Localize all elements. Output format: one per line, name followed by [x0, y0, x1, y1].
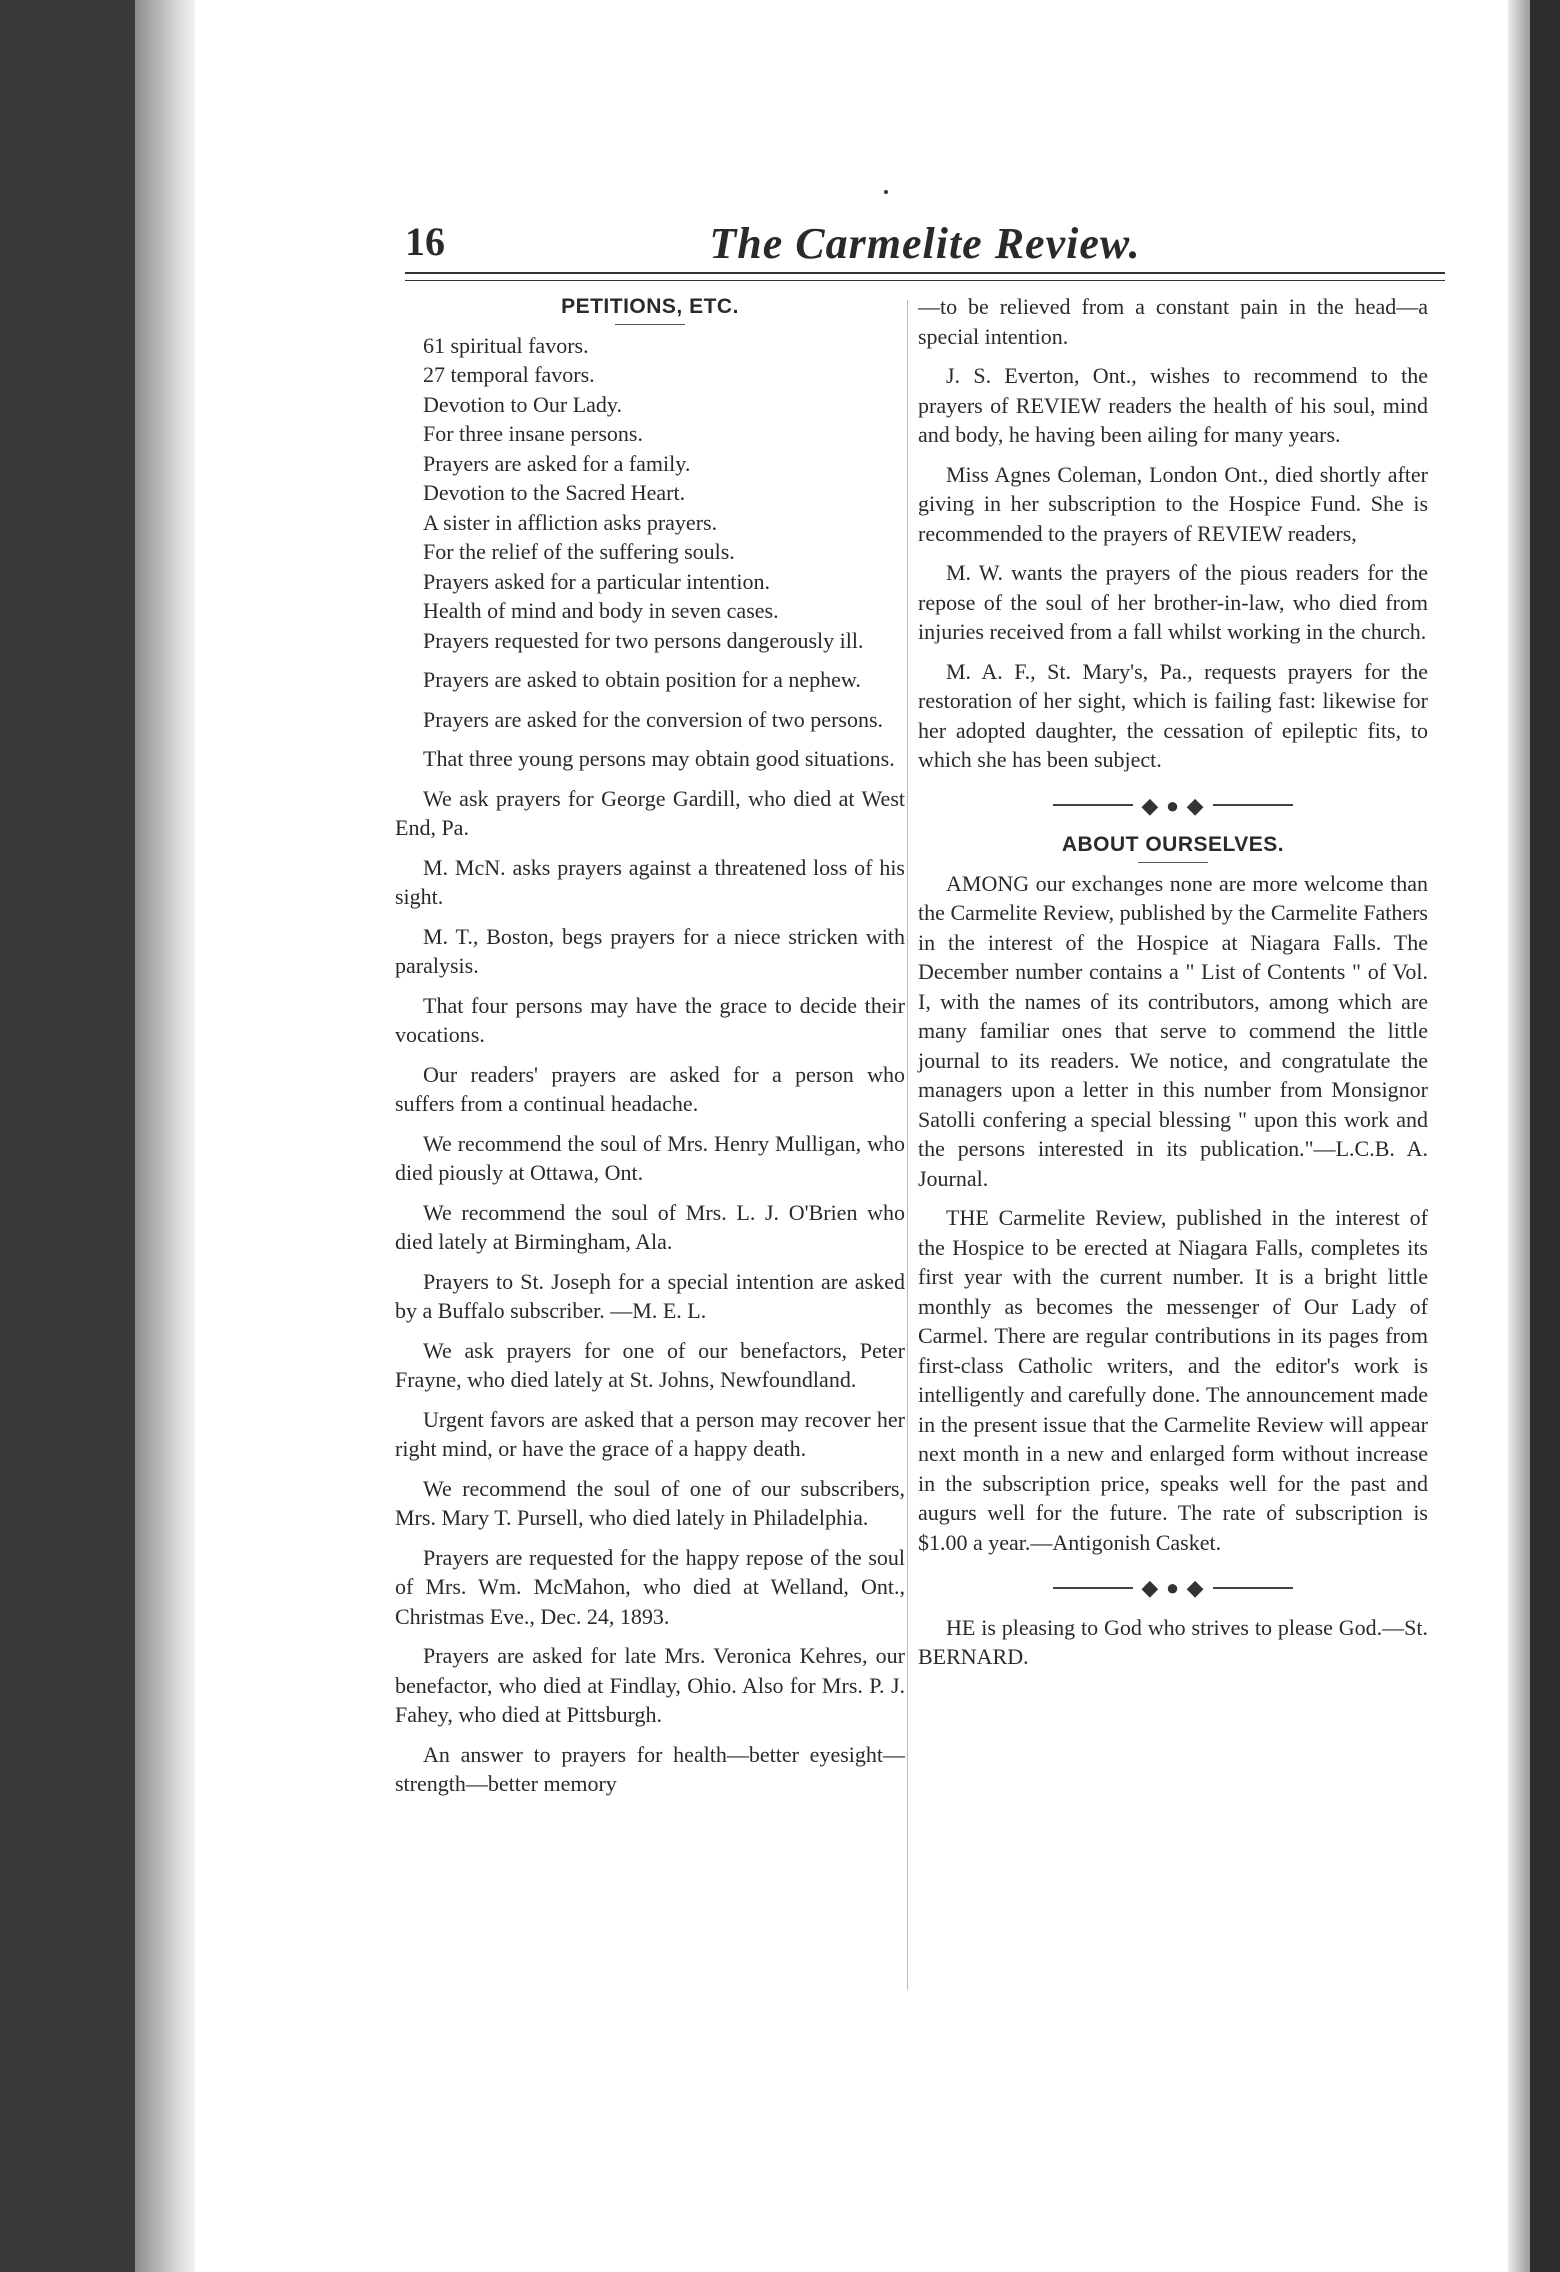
petition-paragraph: That three young persons may obtain good situations. — [423, 746, 895, 771]
page-number: 16 — [405, 219, 445, 264]
petition-paragraph: J. S. Everton, Ont., wishes to recommend to the prayers of REVIEW readers the health of his soul, mind and body, he having been ailing for many years. — [918, 363, 1428, 447]
scan-edge-shadow — [135, 0, 195, 2272]
petition-paragraph: M. T., Boston, begs prayers for a niece stricken with paralysis. — [395, 923, 905, 978]
petition-line: Devotion to the Sacred Heart. — [423, 480, 686, 505]
scan-edge-left — [0, 0, 135, 2272]
petition-continuation: —to be relieved from a constant pain in the head—a special intention. — [918, 294, 1428, 349]
petition-paragraph: That four persons may have the grace to decide their vocations. — [395, 992, 905, 1047]
petition-paragraph: Our readers' prayers are asked for a person who suffers from a continual headache. — [395, 1061, 905, 1116]
about-paragraph: AMONG our exchanges none are more welcome than the Carmelite Review, published by the Carmelite Fathers in the interest of the Hospice at Niagara Falls. The December number contains a " List of Contents " of Vol. I, with the names of its contributors, among which are many familiar ones that serve to commend the little journal to its readers. We notice, and congratulate the managers upon a letter in this number from Monsignor Satolli confering a special blessing " upon this work and the persons interested in its publication."—L.C.B. A. Journal. — [918, 870, 1428, 1191]
scan-edge-right — [1530, 0, 1560, 2272]
header-rule — [405, 272, 1445, 274]
petition-paragraph: Prayers are requested for the happy repose of the soul of Mrs. Wm. McMahon, who died at Welland, Ont., Christmas Eve., Dec. 24, 1893. — [395, 1544, 905, 1629]
petition-line: Health of mind and body in seven cases. — [423, 598, 779, 623]
petition-paragraph: Prayers are asked to obtain position for a nephew. — [423, 667, 861, 692]
closing-quote: HE is pleasing to God who strives to please God.—St. BERNARD. — [918, 1614, 1428, 1670]
petition-paragraph: M. W. wants the prayers of the pious readers for the repose of the soul of her brother-in-law, who died from injuries received from a fall whilst working in the church. — [918, 560, 1428, 644]
petition-paragraph: An answer to prayers for health—better eyesight—strength—better memory — [395, 1741, 905, 1796]
petition-line: Prayers are asked for a family. — [423, 450, 691, 476]
heading-rule — [1138, 862, 1208, 863]
running-title: The Carmelite Review. — [709, 219, 1141, 268]
right-column — [918, 292, 1428, 1682]
petition-paragraph: Prayers are asked for late Mrs. Veronica Kehres, our benefactor, who died at Findlay, Ohio. Also for Mrs. P. J. Fahey, who died at Pittsburgh. — [395, 1643, 905, 1727]
scan-edge-right-shadow — [1508, 0, 1530, 2272]
petition-paragraph: Miss Agnes Coleman, London Ont., died shortly after giving in her subscription to the Hospice Fund. She is recommended to the prayers of REVIEW readers, — [918, 461, 1428, 546]
section-heading-petitions: PETITIONS, ETC. — [561, 295, 739, 318]
petition-line: For the relief of the suffering souls. — [423, 539, 735, 564]
page-header — [405, 218, 1445, 278]
about-paragraph: THE Carmelite Review, published in the interest of the Hospice to be erected at Niagara Falls, completes its first year with the current number. It is a bright little monthly as becomes the messenger of Our Lady of Carmel. There are regular contributions in its pages from first-class Catholic writers, and the editor's work is intelligently and carefully done. The announcement made in the present issue that the Carmelite Review will appear next month in a new and enlarged form without increase in the subscription price, speaks well for the past and augurs well for the future. The rate of subscription is $1.00 a year.—Antigonish Casket. — [918, 1205, 1428, 1555]
petition-paragraph: Prayers requested for two persons dangerously ill. — [423, 627, 864, 653]
petition-paragraph: We recommend the soul of Mrs. L. J. O'Brien who died lately at Birmingham, Ala. — [395, 1199, 905, 1254]
petition-paragraph: We recommend the soul of Mrs. Henry Mulligan, who died piously at Ottawa, Ont. — [395, 1130, 905, 1185]
petition-paragraph: Prayers to St. Joseph for a special intention are asked by a Buffalo subscriber. —M. E. L. — [395, 1268, 905, 1323]
scan-speck — [884, 190, 888, 194]
left-column — [395, 292, 905, 1809]
heading-rule — [615, 324, 685, 325]
petition-line: 61 spiritual favors. — [423, 332, 589, 358]
petition-paragraph: Urgent favors are asked that a person may recover her right mind, or have the grace of a happy death. — [395, 1406, 905, 1461]
petition-paragraph: M. A. F., St. Mary's, Pa., requests prayers for the restoration of her sight, which is failing fast: likewise for her adopted daughter, the cessation of epileptic fits, to which she has been subject. — [918, 658, 1428, 772]
petition-line: A sister in affliction asks prayers. — [423, 509, 718, 535]
petition-line: 27 temporal favors. — [423, 362, 595, 387]
petition-paragraph: We ask prayers for George Gardill, who died at West End, Pa. — [395, 785, 905, 840]
petition-line: Devotion to Our Lady. — [423, 391, 622, 417]
petition-paragraph: We recommend the soul of one of our subscribers, Mrs. Mary T. Pursell, who died lately in Philadelphia. — [395, 1475, 905, 1530]
petition-paragraph: M. McN. asks prayers against a threatened loss of his sight. — [395, 854, 905, 909]
petition-paragraph: We ask prayers for one of our benefactors, Peter Frayne, who died lately at St. Johns, Newfoundland. — [395, 1337, 905, 1392]
petition-line: For three insane persons. — [423, 421, 643, 446]
column-separator — [907, 300, 908, 1990]
closing-ornament: ◆ ● ◆ — [918, 1571, 1428, 1603]
petition-line: Prayers asked for a particular intention. — [423, 568, 770, 594]
section-ornament: ◆ ● ◆ — [918, 789, 1428, 821]
header-rule-thin — [405, 280, 1445, 281]
section-heading-about: ABOUT OURSELVES. — [1061, 833, 1285, 857]
petition-paragraph: Prayers are asked for the conversion of two persons. — [423, 706, 884, 732]
